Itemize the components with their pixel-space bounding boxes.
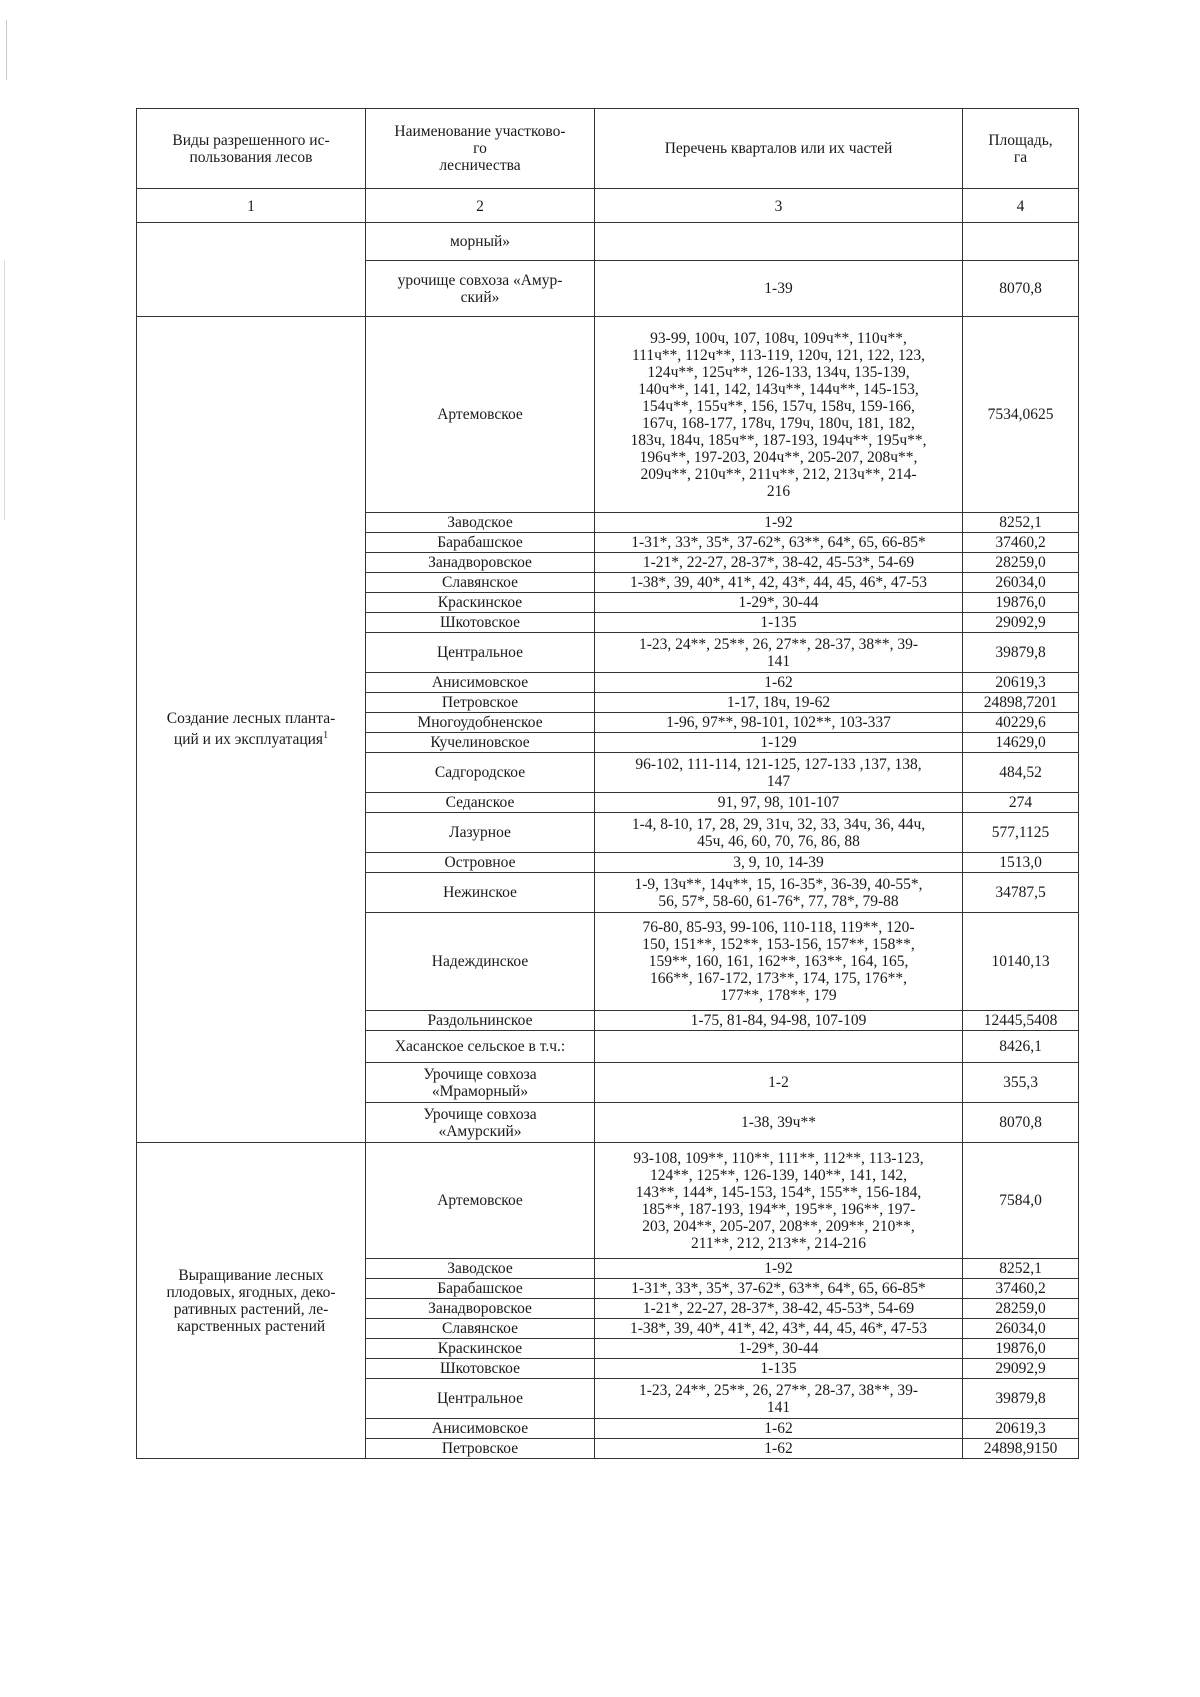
table-row — [137, 317, 1079, 513]
quarters-cell: 1-39 — [595, 261, 963, 317]
quarters-cell: 93-108, 109**, 110**, 111**, 112**, 113-123, 124**, 125**, 126-139, 140**, 141, 142, 143**, 144*, 145-153, 154*, 155**, 156-184, 185**, 187-193, 194**, 195**, 196**, 197- 203, 204**, 205-207, 208**, 209**, 210**, 211**, 212, 213**, 214-216 — [595, 1143, 963, 1259]
area-cell: 28259,0 — [963, 553, 1079, 573]
quarters-cell — [595, 1031, 963, 1063]
quarters-cell: 1-31*, 33*, 35*, 37-62*, 63**, 64*, 65, 66-85* — [595, 533, 963, 553]
forestry-name-cell: Барабашское — [366, 533, 595, 553]
area-cell: 484,52 — [963, 753, 1079, 793]
area-cell: 26034,0 — [963, 573, 1079, 593]
forestry-name-cell: Центральное — [366, 1379, 595, 1419]
forestry-name-cell: Славянское — [366, 1319, 595, 1339]
area-cell: 29092,9 — [963, 613, 1079, 633]
area-cell: 29092,9 — [963, 1359, 1079, 1379]
area-cell: 37460,2 — [963, 1279, 1079, 1299]
forestry-name-cell: Шкотовское — [366, 1359, 595, 1379]
header-forestry-name: Наименование участково- го лесничества — [366, 109, 595, 189]
forestry-name-cell: Краскинское — [366, 1339, 595, 1359]
forestry-name-cell: Надеждинское — [366, 913, 595, 1011]
area-cell: 355,3 — [963, 1063, 1079, 1103]
quarters-cell: 96-102, 111-114, 121-125, 127-133 ,137, 138, 147 — [595, 753, 963, 793]
area-cell: 274 — [963, 793, 1079, 813]
forestry-name-cell: Заводское — [366, 513, 595, 533]
forestry-name-cell: Заводское — [366, 1259, 595, 1279]
forestry-name-cell: Артемовское — [366, 1143, 595, 1259]
quarters-cell: 1-4, 8-10, 17, 28, 29, 31ч, 32, 33, 34ч, 36, 44ч, 45ч, 46, 60, 70, 76, 86, 88 — [595, 813, 963, 853]
area-cell: 7584,0 — [963, 1143, 1079, 1259]
area-cell: 20619,3 — [963, 673, 1079, 693]
column-number: 1 — [137, 189, 366, 223]
forestry-name-cell: Петровское — [366, 693, 595, 713]
area-cell: 39879,8 — [963, 633, 1079, 673]
forest-use-table — [136, 108, 1079, 1459]
quarters-cell: 1-62 — [595, 673, 963, 693]
area-cell: 19876,0 — [963, 593, 1079, 613]
area-cell: 7534,0625 — [963, 317, 1079, 513]
area-cell: 14629,0 — [963, 733, 1079, 753]
column-number: 2 — [366, 189, 595, 223]
quarters-cell: 1-38*, 39, 40*, 41*, 42, 43*, 44, 45, 46*, 47-53 — [595, 1319, 963, 1339]
area-cell: 24898,7201 — [963, 693, 1079, 713]
scan-margin-line — [4, 260, 5, 520]
quarters-cell: 1-135 — [595, 613, 963, 633]
area-cell: 8070,8 — [963, 1103, 1079, 1143]
quarters-cell: 1-2 — [595, 1063, 963, 1103]
forestry-name-cell: Седанское — [366, 793, 595, 813]
forestry-name-cell: морный» — [366, 223, 595, 261]
use-type-cell — [137, 1143, 366, 1459]
area-cell: 34787,5 — [963, 873, 1079, 913]
forestry-name-cell: Многоудобненское — [366, 713, 595, 733]
forestry-name-cell: Занадворовское — [366, 1299, 595, 1319]
forestry-name-cell: Краскинское — [366, 593, 595, 613]
forestry-name-cell: урочище совхоза «Амур- ский» — [366, 261, 595, 317]
quarters-cell: 1-96, 97**, 98-101, 102**, 103-337 — [595, 713, 963, 733]
area-cell: 26034,0 — [963, 1319, 1079, 1339]
quarters-cell: 1-29*, 30-44 — [595, 593, 963, 613]
forestry-name-cell: Раздольнинское — [366, 1011, 595, 1031]
quarters-cell: 91, 97, 98, 101-107 — [595, 793, 963, 813]
area-cell: 8070,8 — [963, 261, 1079, 317]
use-type-label: Выращивание лесных плодовых, ягодных, деко- ративных растений, ле- карственных растений — [166, 1266, 336, 1335]
area-cell: 24898,9150 — [963, 1439, 1079, 1459]
header-row — [137, 109, 1079, 189]
quarters-cell: 1-92 — [595, 1259, 963, 1279]
use-type-label: Создание лесных планта- ций и их эксплуатация — [166, 710, 336, 749]
area-cell: 577,1125 — [963, 813, 1079, 853]
quarters-cell: 1-9, 13ч**, 14ч**, 15, 16-35*, 36-39, 40-55*, 56, 57*, 58-60, 61-76*, 77, 78*, 79-88 — [595, 873, 963, 913]
forestry-name-cell: Петровское — [366, 1439, 595, 1459]
forestry-name-cell: Барабашское — [366, 1279, 595, 1299]
area-cell: 40229,6 — [963, 713, 1079, 733]
quarters-cell: 1-31*, 33*, 35*, 37-62*, 63**, 64*, 65, 66-85* — [595, 1279, 963, 1299]
area-cell: 37460,2 — [963, 533, 1079, 553]
area-cell: 10140,13 — [963, 913, 1079, 1011]
forestry-name-cell: Центральное — [366, 633, 595, 673]
quarters-cell: 76-80, 85-93, 99-106, 110-118, 119**, 120- 150, 151**, 152**, 153-156, 157**, 158**, 159**, 160, 161, 162**, 163**, 164, 165, 166**, 167-172, 173**, 174, 175, 176**, 177**, 178**, 179 — [595, 913, 963, 1011]
quarters-cell: 1-92 — [595, 513, 963, 533]
forestry-name-cell: Островное — [366, 853, 595, 873]
scan-margin-line — [6, 20, 7, 80]
header-use-type: Виды разрешенного ис- пользования лесов — [137, 109, 366, 189]
forestry-name-cell: Славянское — [366, 573, 595, 593]
quarters-cell: 1-29*, 30-44 — [595, 1339, 963, 1359]
column-number-row — [137, 189, 1079, 223]
table-row — [137, 1143, 1079, 1259]
area-cell: 12445,5408 — [963, 1011, 1079, 1031]
area-cell: 8252,1 — [963, 1259, 1079, 1279]
quarters-cell: 1-75, 81-84, 94-98, 107-109 — [595, 1011, 963, 1031]
forestry-name-cell: Лазурное — [366, 813, 595, 853]
area-cell: 19876,0 — [963, 1339, 1079, 1359]
footnote-mark: 1 — [323, 730, 329, 742]
area-cell: 1513,0 — [963, 853, 1079, 873]
forestry-name-cell: Нежинское — [366, 873, 595, 913]
forestry-name-cell: Хасанское сельское в т.ч.: — [366, 1031, 595, 1063]
column-number: 4 — [963, 189, 1079, 223]
forestry-name-cell: Анисимовское — [366, 1419, 595, 1439]
quarters-cell: 1-62 — [595, 1419, 963, 1439]
use-type-cell — [137, 317, 366, 1143]
forestry-name-cell: Садгородское — [366, 753, 595, 793]
quarters-cell: 93-99, 100ч, 107, 108ч, 109ч**, 110ч**, 111ч**, 112ч**, 113-119, 120ч, 121, 122, 123, 124ч**, 125ч**, 126-133, 134ч, 135-139, 140ч**, 141, 142, 143ч**, 144ч**, 145-153, 154ч**, 155ч**, 156, 157ч, 158ч, 159-166, 167ч, 168-177, 178ч, 179ч, 180ч, 181, 182, 183ч, 184ч, 185ч**, 187-193, 194ч**, 195ч**, 196ч**, 197-203, 204ч**, 205-207, 208ч**, 209ч**, 210ч**, 211ч**, 212, 213ч**, 214- 216 — [595, 317, 963, 513]
quarters-cell: 1-129 — [595, 733, 963, 753]
quarters-cell: 1-135 — [595, 1359, 963, 1379]
forestry-name-cell: Анисимовское — [366, 673, 595, 693]
quarters-cell: 1-62 — [595, 1439, 963, 1459]
quarters-cell — [595, 223, 963, 261]
header-area: Площадь, га — [963, 109, 1079, 189]
forestry-name-cell: Занадворовское — [366, 553, 595, 573]
quarters-cell: 1-23, 24**, 25**, 26, 27**, 28-37, 38**, 39- 141 — [595, 1379, 963, 1419]
area-cell: 8426,1 — [963, 1031, 1079, 1063]
area-cell: 39879,8 — [963, 1379, 1079, 1419]
quarters-cell: 1-21*, 22-27, 28-37*, 38-42, 45-53*, 54-69 — [595, 1299, 963, 1319]
forestry-name-cell: Кучелиновское — [366, 733, 595, 753]
table-row — [137, 223, 1079, 261]
forestry-name-cell: Урочище совхоза «Мраморный» — [366, 1063, 595, 1103]
forestry-name-cell: Артемовское — [366, 317, 595, 513]
column-number: 3 — [595, 189, 963, 223]
quarters-cell: 1-23, 24**, 25**, 26, 27**, 28-37, 38**, 39- 141 — [595, 633, 963, 673]
header-quarters-list: Перечень кварталов или их частей — [595, 109, 963, 189]
forestry-name-cell: Шкотовское — [366, 613, 595, 633]
quarters-cell: 1-38, 39ч** — [595, 1103, 963, 1143]
forestry-name-cell: Урочище совхоза «Амурский» — [366, 1103, 595, 1143]
use-type-cell — [137, 223, 366, 317]
quarters-cell: 1-17, 18ч, 19-62 — [595, 693, 963, 713]
quarters-cell: 1-38*, 39, 40*, 41*, 42, 43*, 44, 45, 46*, 47-53 — [595, 573, 963, 593]
quarters-cell: 3, 9, 10, 14-39 — [595, 853, 963, 873]
area-cell: 20619,3 — [963, 1419, 1079, 1439]
area-cell: 28259,0 — [963, 1299, 1079, 1319]
quarters-cell: 1-21*, 22-27, 28-37*, 38-42, 45-53*, 54-69 — [595, 553, 963, 573]
area-cell: 8252,1 — [963, 513, 1079, 533]
area-cell — [963, 223, 1079, 261]
